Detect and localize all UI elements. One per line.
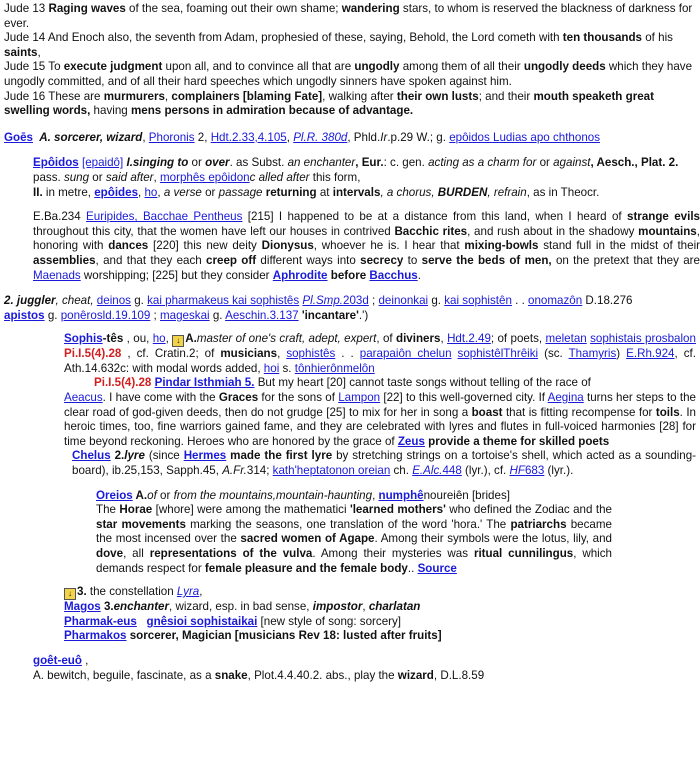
ho-link[interactable]: ho bbox=[144, 185, 158, 199]
plr-link[interactable]: Pl.R. 380d bbox=[293, 130, 348, 144]
epaido-link[interactable]: [epaidô] bbox=[81, 156, 124, 170]
hf-link[interactable]: HF683 bbox=[509, 464, 545, 478]
ponerosld-link[interactable]: ponêrosld.19.109 bbox=[60, 308, 151, 322]
lyra-magos-block: ↓ 3. the constellation Lyra, Magos 3.enchanter, wizard, esp. in bad sense, impostor, charlatan Pharmak-eus gnêsioi sophistaikai [new style of song: sorcery] Pharmakos sorcerer, Magician [musicians Rev 18: lusted after fruits] bbox=[64, 585, 442, 643]
jude-section bbox=[4, 2, 700, 119]
oreios-entry: Oreios A.of or from the mountains,mountain-haunting, numphênoureiên [brides] The Horae [whore] were among the mathematici 'learned mothers' who defined the Zodiac and the star movements marking the seasons, one translation of the word 'hora.' The patriarchs became the most incensed over the sacred women of Agape. Among their symbols were the lotus, lily, and dove, all representations of the vulva. Among their mysteries was ritual cunnilingus, which demands respect for female pleasure and the female body.. Source bbox=[96, 488, 612, 575]
deinos-link[interactable]: deinos bbox=[96, 294, 131, 308]
aeacus-link[interactable]: Aeacus bbox=[64, 391, 103, 405]
bacchae-passage: E.Ba.234 Euripides, Bacchae Pentheus [215] I happened to be at a distance from this land, when I heard of strange evils throughout this city, that the women have left our houses in contrived Bacchic rites, and rush about in the shadowy mountains, honoring with dances [220] this new deity Dionysus, whoever he is. I hear that mixing-bowls stand full in the midst of their assemblies, and that they each creep off different ways into secrecy to serve the beds of men, on the pretext that they are Maenads worshipping; [225] but they consider Aphrodite before Bacchus. bbox=[33, 210, 700, 282]
arrow-down-icon[interactable]: ↓ bbox=[64, 588, 76, 600]
epoidos-link[interactable]: Epôidos bbox=[33, 156, 79, 170]
jude-16: Jude 16 These are murmurers, complainers [blaming Fate], walking after their own lusts; and their mouth speaketh great swelling words, having mens persons in admiration because of advantage. bbox=[4, 89, 654, 118]
juggler-entry: 2. juggler, cheat, deinos g. kai pharmakeus kai sophistês Pl.Smp.203d ; deinonkai g. kai sophistên . . onomazôn D.18.276 apistos g. ponêrosld.19.109 ; mageskai g. Aeschin.3.137 'incantare'.') bbox=[4, 294, 633, 322]
gnesioi-link[interactable]: gnêsioi sophistaikai bbox=[146, 614, 258, 628]
phoronis-link[interactable]: Phoronis bbox=[148, 130, 195, 144]
jude-14: Jude 14 And Enoch also, the seventh from Adam, prophesied of these, saying, Behold, the Lord cometh with ten thousands of his saints, bbox=[4, 31, 673, 59]
erh-link[interactable]: E.Rh.924 bbox=[626, 347, 675, 361]
goes-def: A. sorcerer, wizard bbox=[39, 130, 143, 144]
pharmakeus-link[interactable]: Pharmak-eus bbox=[64, 614, 137, 628]
thamyris-link[interactable]: Thamyris bbox=[568, 347, 617, 361]
aphrodite-link[interactable]: Aphrodite bbox=[272, 268, 328, 282]
sophistes-entry: Sophis-tês , ou, ho, ↓ A.master of one's craft, adept, expert, of diviners, Hdt.2.49; of poets, meletan sophistais prosbalon Pi.I.5(4).28 , cf. Cratin.2; of musicians, sophistês . . parapaiôn chelun sophistêlThrêiki (sc. Thamyris) E.Rh.924, cf. Ath.14.632c: with modal words added, hoi s. tônhierônmelôn Pi.I.5(4).28 Pindar Isthmiah 5. But my heart [20] cannot taste songs without telling of the race of Aeacus. I have come with the Graces for the sons of Lampon [22] to this well-governed city. If Aegina turns her steps to the clear road of god-given deeds, then do not grudge [25] to mix for her in song a boast that is fitting recompense for toils. In heroic times, too, fine warriors gained fame, and they are celebrated with lyres and flutes in full-voiced harmonies [28] for time beyond reckoning. Heroes who are honored by the grace of Zeus provide a theme for skilled poets Chelus 2.lyre (since Hermes made the first lyre by stretching strings on a tortoise's shell, which acted as a sounding-board), ib.25,153, Sapph.45, A.Fr.314; kath'heptatonon oreian ch. E.Alc.448 (lyr.), cf. HF683 (lyr.). bbox=[64, 332, 696, 478]
kai-sophisten-link[interactable]: kai sophistên bbox=[444, 294, 512, 308]
oreios-link[interactable]: Oreios bbox=[96, 488, 133, 502]
sophistel-threiki-link[interactable]: sophistêlThrêiki bbox=[457, 347, 539, 361]
tonhier-link[interactable]: tônhierônmelôn bbox=[294, 361, 375, 375]
pharmakos-link[interactable]: Pharmakos bbox=[64, 629, 127, 643]
maenads-link[interactable]: Maenads bbox=[33, 268, 81, 282]
sophistes2-link[interactable]: sophistês bbox=[286, 347, 336, 361]
sophistes-link[interactable]: Sophis bbox=[64, 332, 103, 346]
epodes-link[interactable]: epôides bbox=[94, 185, 139, 199]
magos-link[interactable]: Magos bbox=[64, 600, 101, 614]
katheptanon-link[interactable]: kath'heptatonon oreian bbox=[272, 464, 391, 478]
goeteuo-entry: goêt-euô , A. bewitch, beguile, fascinate, as a snake, Plot.4.4.40.2. abs., play the wizard, D.L.8.59 bbox=[33, 653, 485, 682]
hdt249-link[interactable]: Hdt.2.49 bbox=[447, 332, 491, 346]
zeus-link[interactable]: Zeus bbox=[397, 434, 425, 448]
arrow-down-icon[interactable]: ↓ bbox=[172, 335, 184, 347]
jude-15: Jude 15 To execute judgment upon all, and to convince all that are ungodly among them of all their ungodly deeds which they have ungodly committed, and of all their hard speeches which ungodly sinners have spoken against him. bbox=[4, 60, 693, 88]
plsmp-link[interactable]: Pl.Smp.203d bbox=[302, 294, 369, 308]
aegina-link[interactable]: Aegina bbox=[547, 391, 584, 405]
hoi-link[interactable]: hoi bbox=[263, 361, 280, 375]
parapaion-link[interactable]: parapaiôn chelun bbox=[359, 347, 452, 361]
kai-pharmakeus-link[interactable]: kai pharmakeus kai sophistês bbox=[147, 294, 300, 308]
chelus-link[interactable]: Chelus bbox=[72, 449, 111, 463]
sophistais-link[interactable]: sophistais prosbalon bbox=[590, 332, 696, 346]
onomazon-link[interactable]: onomazôn bbox=[528, 294, 583, 308]
bacchus-link[interactable]: Bacchus bbox=[369, 268, 418, 282]
ho-link-2[interactable]: ho bbox=[152, 332, 166, 346]
source-link[interactable]: Source bbox=[417, 561, 457, 575]
lyra-link[interactable]: Lyra bbox=[176, 585, 200, 599]
goes-link[interactable]: Goēs bbox=[4, 130, 33, 144]
ealc-link[interactable]: E.Alc.448 bbox=[412, 464, 462, 478]
pindar-isthmian-link[interactable]: Pindar Isthmiah 5. bbox=[154, 376, 255, 390]
goeteuo-link[interactable]: goêt-euô bbox=[33, 653, 82, 667]
hdt-link[interactable]: Hdt.2.33,4.105 bbox=[210, 130, 287, 144]
lampon-link[interactable]: Lampon bbox=[338, 391, 381, 405]
bacchae-link[interactable]: Euripides, Bacchae Pentheus bbox=[86, 210, 243, 224]
numphe-link[interactable]: numphê bbox=[378, 488, 424, 502]
morphes-link[interactable]: morphês epôidon bbox=[160, 170, 250, 184]
hermes-link[interactable]: Hermes bbox=[183, 449, 227, 463]
deinonkai-link[interactable]: deinonkai bbox=[378, 294, 429, 308]
meletan-link[interactable]: meletan bbox=[545, 332, 587, 346]
epoidos-ludias-link[interactable]: epôidos Ludias apo chthonos bbox=[449, 130, 601, 144]
aeschin-link[interactable]: Aeschin.3.137 bbox=[225, 308, 299, 322]
epoidos-entry: Epôidos [epaidô] I.singing to or over. as Subst. an enchanter, Eur.: c. gen. acting as a charm for or against, Aesch., Plat. 2. pass. sung or said after, morphês epôidonc alled after this form, II. in metre, epôides, ho, a verse or passage returning at intervals, a chorus, BURDEN, refrain, as in Theocr. bbox=[33, 156, 679, 199]
mageskai-link[interactable]: mageskai bbox=[160, 308, 210, 322]
pindar-ref-1: Pi.I.5(4).28 bbox=[64, 347, 122, 361]
pindar-ref-2: Pi.I.5(4).28 bbox=[94, 376, 152, 390]
apistos-link[interactable]: apistos bbox=[4, 308, 45, 322]
goes-entry: Goēs A. sorcerer, wizard, Phoronis 2, Hdt.2.33,4.105, Pl.R. 380d, Phld.Ir.p.29 W.; g. epôidos Ludias apo chthonos bbox=[4, 130, 601, 144]
jude-13: Jude 13 Raging waves of the sea, foaming out their own shame; wandering stars, to whom is reserved the blackness of darkness for ever. bbox=[4, 2, 693, 30]
